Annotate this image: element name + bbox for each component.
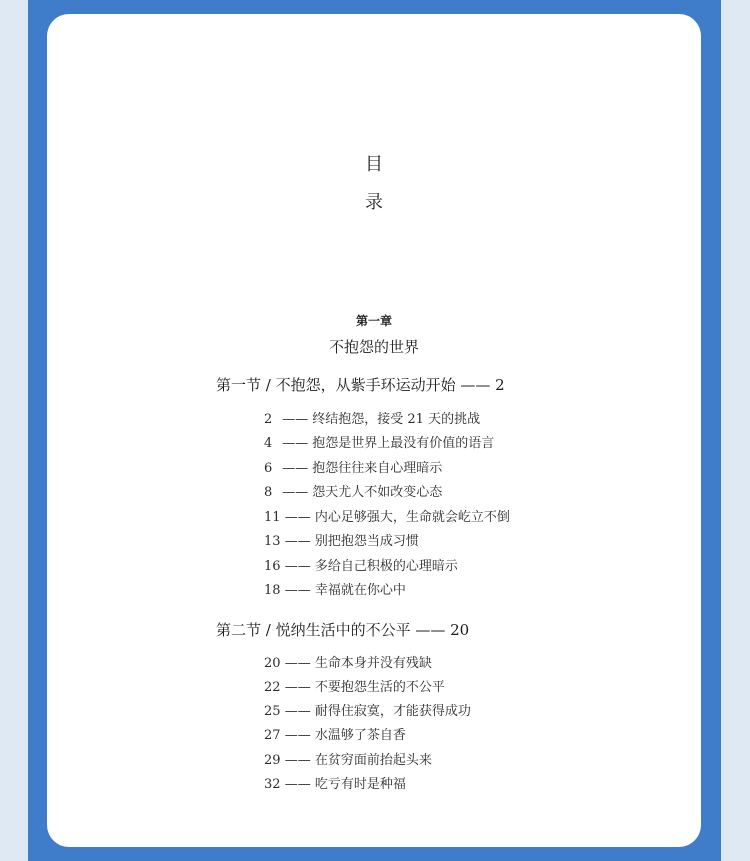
section-heading: 第一节 / 不抱怨，从紫手环运动开始 —— 2 (216, 376, 505, 394)
toc-entry (264, 555, 458, 574)
entry-text: —— 吃亏有时是种福 (284, 777, 406, 792)
entry-text: —— 在贫穷面前抬起头来 (284, 753, 432, 768)
entry-text: —— 抱怨是世界上最没有价值的语言 (282, 436, 495, 451)
toc-entry (264, 773, 406, 792)
entry-text: —— 内心足够强大，生命就会屹立不倒 (284, 510, 510, 525)
toc-entry (264, 579, 406, 598)
entry-page: 18 (264, 583, 281, 598)
entry-text: —— 别把抱怨当成习惯 (284, 534, 419, 549)
entry-text: —— 多给自己积极的心理暗示 (284, 559, 458, 574)
entry-page: 32 (264, 777, 281, 792)
entry-page: 6 (264, 461, 273, 476)
entry-page: 22 (264, 680, 281, 695)
entry-page: 2 (264, 412, 273, 427)
entry-page: 20 (264, 656, 281, 671)
entry-text: —— 怨天尤人不如改变心态 (282, 485, 443, 500)
chapter-number: 第一章 (355, 314, 392, 328)
toc-title-char-2: 录 (365, 192, 383, 213)
section-heading: 第二节 / 悦纳生活中的不公平 —— 20 (216, 621, 470, 639)
entry-text: —— 耐得住寂寞，才能获得成功 (284, 704, 471, 719)
toc-entry (264, 481, 442, 500)
toc-entry (264, 457, 442, 476)
chapter-title: 不抱怨的世界 (328, 338, 419, 356)
entry-text: —— 终结抱怨，接受 21 天的挑战 (282, 412, 481, 427)
entry-page: 8 (264, 485, 273, 500)
toc-entry (264, 652, 432, 671)
entry-text: —— 不要抱怨生活的不公平 (284, 680, 445, 695)
entry-page: 11 (264, 510, 281, 525)
entry-page: 16 (264, 559, 281, 574)
toc-entry (264, 749, 432, 768)
entry-text: —— 水温够了茶自香 (284, 728, 406, 743)
entry-page: 13 (264, 534, 281, 549)
entry-text: —— 生命本身并没有残缺 (284, 656, 432, 671)
toc-entry (264, 530, 419, 549)
toc-entry (264, 408, 480, 427)
entry-page: 4 (264, 436, 273, 451)
toc-entry (264, 506, 510, 525)
entry-page: 25 (264, 704, 281, 719)
toc-entry (264, 432, 494, 451)
entry-page: 29 (264, 753, 281, 768)
toc-page (47, 14, 701, 847)
entry-page: 27 (264, 728, 281, 743)
toc-entry (264, 700, 471, 719)
entry-text: —— 幸福就在你心中 (284, 583, 406, 598)
toc-entry (264, 724, 406, 743)
toc-title-char-1: 目 (365, 154, 383, 175)
entry-text: —— 抱怨往往来自心理暗示 (282, 461, 443, 476)
toc-entry (264, 676, 445, 695)
